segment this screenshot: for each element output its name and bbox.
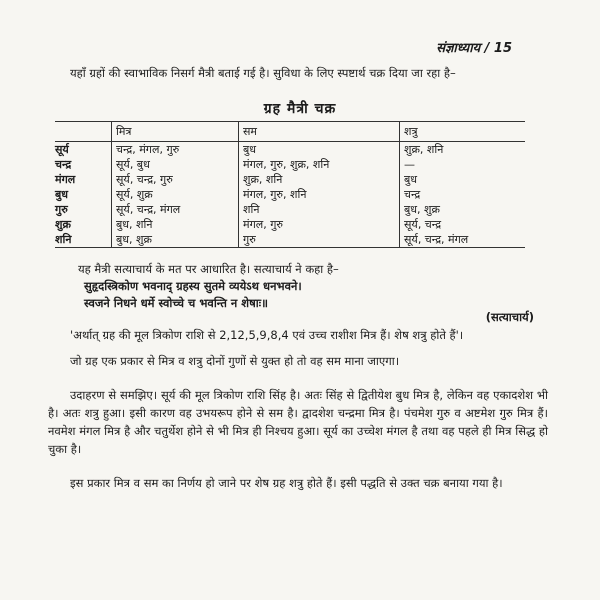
table-row [55, 187, 525, 202]
mitra-cell: बुध, शनि [112, 217, 239, 232]
chart-title: ग्रह मैत्री चक्र [263, 101, 337, 117]
table-header-row [55, 122, 525, 142]
column-header-shatru: शत्रु [400, 122, 526, 142]
planet-cell: गुरु [55, 203, 68, 216]
table-row [55, 142, 525, 158]
mitra-cell: सूर्य, बुध [112, 157, 239, 172]
sam-cell: बुध [239, 142, 400, 158]
planet-cell: शुक्र [55, 218, 71, 231]
planet-cell: चन्द्र [55, 158, 72, 171]
shatru-cell: शुक्र, शनि [400, 142, 526, 158]
sam-cell: मंगल, गुरु, शनि [239, 187, 400, 202]
table-row [55, 157, 525, 172]
sam-cell: मंगल, गुरु, शुक्र, शनि [239, 157, 400, 172]
meaning-paragraph: 'अर्थात् ग्रह की मूल त्रिकोण राशि से 2,12,5,9,8,4 एवं उच्च राशीश मित्र हैं। शेष शत्रु होते हैं'। [70, 328, 464, 342]
mitra-cell: सूर्य, शुक्र [112, 187, 239, 202]
table-row [55, 202, 525, 217]
mitra-cell: चन्द्र, मंगल, गुरु [112, 142, 239, 158]
sam-cell: शुक्र, शनि [239, 172, 400, 187]
mitra-cell: सूर्य, चन्द्र, गुरु [112, 172, 239, 187]
table-row [55, 217, 525, 232]
planet-cell: बुध [55, 188, 69, 201]
intro-paragraph: यहाँ ग्रहों की स्वाभाविक निसर्ग मैत्री बताई गई है। सुविधा के लिए स्पष्टार्थ चक्र दिया जा रहा है– [70, 66, 456, 80]
column-header-sam: सम [239, 122, 400, 142]
planet-cell: मंगल [55, 173, 76, 186]
shloka-line-2: स्वजने निधने धर्मे स्वोच्चे च भवन्ति न शेषाः॥ [84, 296, 268, 310]
shatru-cell: सूर्य, चन्द्र [400, 217, 526, 232]
friendship-chart-table [55, 121, 525, 248]
sam-cell: गुरु [239, 232, 400, 248]
shatru-cell: चन्द्र [400, 187, 526, 202]
table-row [55, 172, 525, 187]
planet-cell: शनि [55, 232, 112, 248]
shatru-cell: — [400, 157, 526, 172]
column-header-planet [55, 122, 112, 142]
satyacharya-statement: यह मैत्री सत्याचार्य के मत पर आधारित है। सत्याचार्य ने कहा है– [78, 262, 339, 276]
conclusion-paragraph: इस प्रकार मित्र व सम का निर्णय हो जाने पर शेष ग्रह शत्रु होते हैं। इसी पद्धति से उक्त चक्र बनाया गया है। [70, 476, 503, 490]
example-paragraph: उदाहरण से समझिए। सूर्य की मूल त्रिकोण राशि सिंह है। अतः सिंह से द्वितीयेश बुध मित्र है, लेकिन वह एकादशेश भी है। अतः शत्रु हुआ। इसी कारण वह उभयरूप होने से सम है। द्वादशेश चन्द्रमा मित्र है। पंचमेश गुरु व अष्टमेश गुरु मित्र हैं। नवमेश मंगल मित्र है और चतुर्थेश होने से भी मित्र ही निश्चय हुआ। सूर्य का उच्चेश मंगल है तथा वह पहले ही मित्र सिद्ध हो चुका है। [48, 388, 548, 456]
shloka-attribution: (सत्याचार्य) [485, 310, 534, 324]
planet-cell: सूर्य [55, 143, 69, 156]
sam-definition-paragraph: जो ग्रह एक प्रकार से मित्र व शत्रु दोनों गुणों से युक्त हो तो वह सम माना जाएगा। [70, 354, 400, 368]
shloka-line-1: सुहृदस्त्रिकोण भवनाद् ग्रहस्य सुतमे व्ययेऽथ धनभवने। [84, 279, 302, 293]
sam-cell: मंगल, गुरु [239, 217, 400, 232]
column-header-mitra: मित्र [112, 122, 239, 142]
table-row [55, 232, 525, 248]
shatru-cell: बुध, शुक्र [400, 202, 526, 217]
shatru-cell: सूर्य, चन्द्र, मंगल [400, 232, 526, 248]
mitra-cell: सूर्य, चन्द्र, मंगल [112, 202, 239, 217]
sam-cell: शनि [239, 202, 400, 217]
mitra-cell: बुध, शुक्र [112, 232, 239, 248]
shatru-cell: बुध [400, 172, 526, 187]
page-header: संज्ञाध्याय / 15 [436, 41, 512, 56]
